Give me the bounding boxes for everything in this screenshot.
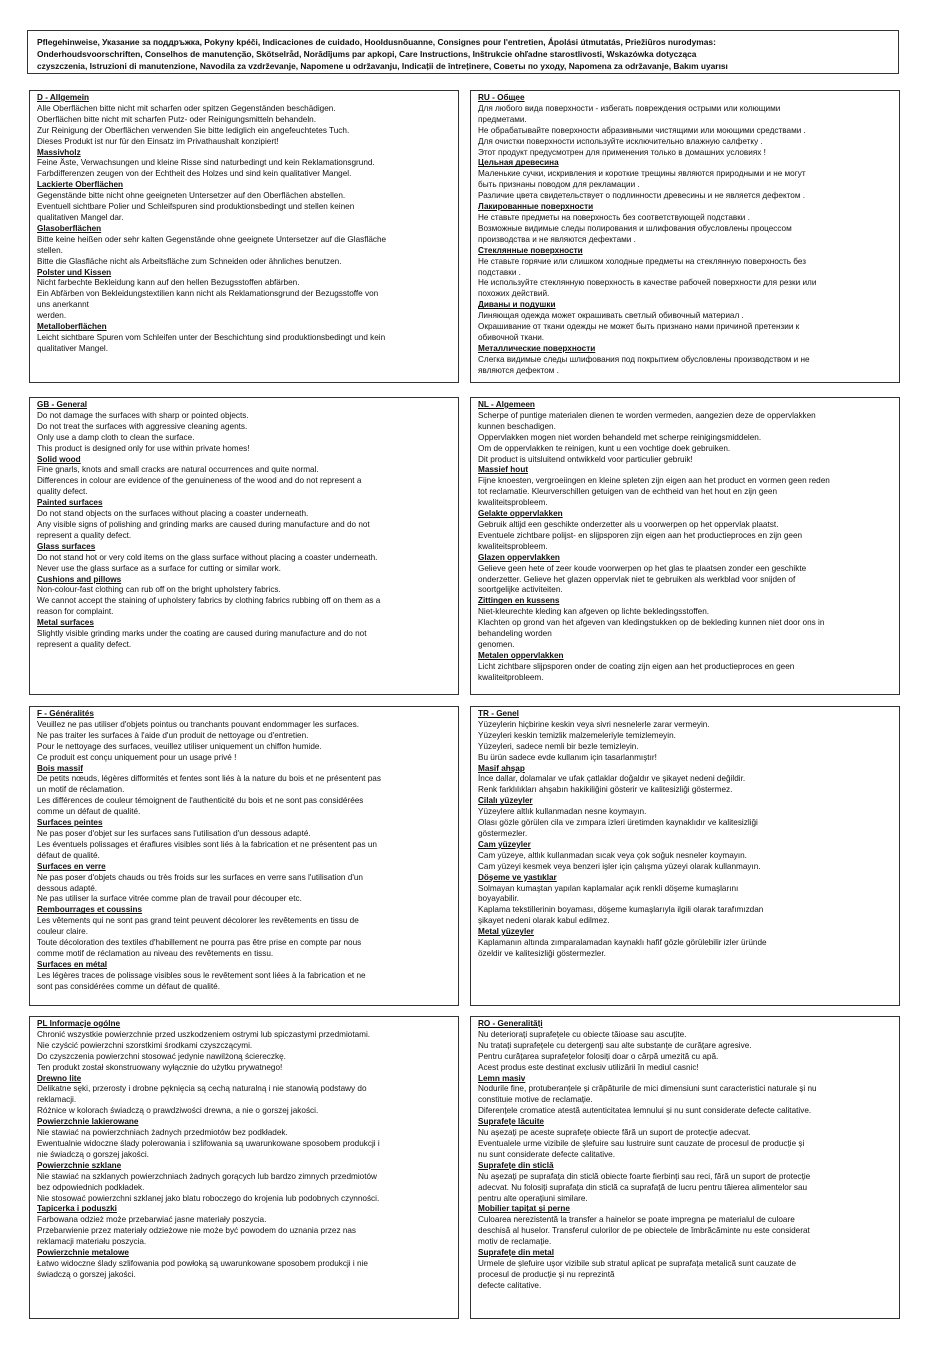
body-line: özeldir ve kalitesizliği göstermezler.: [478, 948, 606, 958]
body-line: Różnice w kolorach świadczą o prawdziwości drewna, a nie o gorszej jakości.: [37, 1106, 319, 1116]
title-line: Pflegehinweise, Указание за поддръжка, Pokyny kpéči, Indicaciones de cuidado, Hooldusnõuanne, Consignes pour l'entretien, Ápolási útmutatás, Priežiūros nurodymas:: [37, 37, 716, 47]
body-line: Never use the glass surface as a surface for cutting or similar work.: [37, 563, 281, 573]
body-line: Nu așezați pe aceste suprafețe obiecte fără un suport de protecție adecvat.: [478, 1128, 751, 1138]
subsection-heading: Solid wood: [37, 454, 81, 464]
body-line: Не ставьте предметы на поверхность без соответствующей подставки .: [478, 212, 750, 222]
body-line: reklamacji materiału poszycia.: [37, 1237, 147, 1247]
body-line: constituie motive de reclamație.: [478, 1095, 593, 1105]
body-line: Gegenstände bitte nicht ohne geeigneten Untersetzer auf den Oberflächen abstellen.: [37, 191, 346, 201]
body-line: Przebarwienie przez materiały odzieżowe nie może być powodem do uznania przez nas: [37, 1226, 357, 1236]
subsection-heading: Metal surfaces: [37, 618, 94, 628]
body-line: sont pas considérées comme un défaut de qualité.: [37, 981, 220, 991]
body-line: Farbowana odzież może przebarwiać jasne materiały poszycia.: [37, 1215, 267, 1225]
body-line: Для очистки поверхности используйте исключительно влажную салфетку .: [478, 136, 763, 146]
section-title: PL Informacje ogólne: [37, 1019, 121, 1028]
body-line: Fine gnarls, knots and small cracks are natural occurrences and quite normal.: [37, 465, 319, 475]
body-line: Any visible signs of polishing and grinding marks are caused during manufacture and do not: [37, 519, 370, 529]
body-line: comme motif de réclamation au niveau des revêtements en tissu.: [37, 948, 274, 958]
subsection-heading: Powierzchnie lakierowane: [37, 1117, 139, 1127]
body-line: uns anerkannt: [37, 300, 89, 310]
body-line: pentru alte operațiuni similare.: [478, 1193, 588, 1203]
section-gb: [29, 397, 459, 695]
body-line: Bitte keine heißen oder sehr kalten Gegenstände ohne geeignete Untersetzer auf die Glasfläche: [37, 234, 387, 244]
body-line: Les vêtements qui ne sont pas grand teint peuvent décolorer les revêtements en tissu de: [37, 916, 359, 926]
body-line: kwaliteitsprobleem.: [478, 498, 548, 508]
body-line: Ne pas utiliser la surface vitrée comme plan de travail pour découper etc.: [37, 894, 302, 904]
body-line: Toute décoloration des textiles d'habillement ne pourra pas être prise en compte par nous: [37, 938, 362, 948]
body-line: Only use a damp cloth to clean the surface.: [37, 432, 195, 442]
subsection-heading: Rembourrages et coussins: [37, 905, 143, 915]
body-line: İnce dallar, dolamalar ve ufak çatlaklar doğaldır ve şikayet nedeni değildir.: [478, 774, 746, 784]
body-line: Differences in colour are evidence of the genuineness of the wood and do not represent a: [37, 476, 362, 486]
subsection-heading: Powierzchnie metalowe: [37, 1248, 129, 1258]
subsection-heading: Surfaces en verre: [37, 861, 106, 871]
section-title: GB - General: [37, 400, 88, 409]
body-line: Ce produit est conçu uniquement pour un usage privé !: [37, 752, 237, 762]
body-line: Alle Oberflächen bitte nicht mit scharfen oder spitzen Gegenständen beschädigen.: [37, 103, 336, 113]
subsection-heading: Metalen oppervlakken: [478, 650, 564, 660]
subsection-heading: Suprafețe din sticlă: [478, 1160, 554, 1170]
section-nl: [470, 397, 900, 695]
body-line: comme un défaut de qualité.: [37, 807, 141, 817]
body-line: Slightly visible grinding marks under the coating are caused during manufacture and do not: [37, 629, 367, 639]
body-line: Scherpe of puntige materialen dienen te worden vermeden, aangezien deze de oppervlakken: [478, 410, 816, 420]
section-title: TR - Genel: [478, 709, 519, 718]
body-line: Nie czyścić powierzchni szorstkimi środkami czyszczącymi.: [37, 1040, 253, 1050]
subsection-heading: Glazen oppervlakken: [478, 552, 560, 562]
subsection-heading: Metalloberflächen: [37, 322, 107, 332]
body-line: Niet-kleurechte kleding kan afgeven op lichte bekledingsstoffen.: [478, 607, 710, 617]
body-line: Veuillez ne pas utiliser d'objets pointus ou tranchants pouvant endommager les surfaces.: [37, 719, 359, 729]
body-line: Gelieve geen hete of zeer koude voorwerpen op het glas te plaatsen zonder een geschikte: [478, 563, 807, 573]
body-line: procesul de producție și nu reprezintă: [478, 1269, 615, 1279]
body-line: Yüzeyleri keskin temizlik malzemeleriyle temizlemeyin.: [478, 730, 676, 740]
body-line: Renk farklılıkları ahşabın hakikiliğini gösterir ve kalitesizliği göstermez.: [478, 785, 733, 795]
body-line: tot reclamatie. Kleurverschillen getuigen van de echtheid van het hout en zijn geen: [478, 487, 778, 497]
body-line: Eventualele urme vizibile de șlefuire sau lustruire sunt cauzate de procesul de producție și: [478, 1138, 805, 1148]
section-pl: [29, 1016, 459, 1319]
body-line: быть признаны поводом для рекламации .: [478, 180, 640, 190]
body-line: onderzetter. Gelieve het glazen oppervlak niet te gebruiken als werkblad voor snijden of: [478, 574, 796, 584]
body-line: Ein Abfärben von Bekleidungstextilien kann nicht als Reklamationsgrund der Bezugsstoffe von: [37, 289, 379, 299]
body-line: Urmele de șlefuire ușor vizibile sub stratul aplicat pe suprafața metalică sunt cauzate de: [478, 1258, 797, 1268]
subsection-heading: Massivholz: [37, 147, 81, 157]
body-line: Cam yüzeyi kesmek veya benzeri işler için çalışma yüzeyi olarak kullanmayın.: [478, 861, 761, 871]
subsection-heading: Диваны и подушки: [478, 300, 556, 310]
body-line: Различие цветa свидетельствует о подлинности древесины и не является дефектом .: [478, 191, 806, 201]
subsection-heading: Glass surfaces: [37, 541, 96, 551]
body-line: Возможные видимые следы полирования и шлифования обусловлены процессом: [478, 223, 792, 233]
body-line: Bu ürün sadece evde kullanım için tasarlanmıştır!: [478, 752, 657, 762]
body-line: Dieses Produkt ist nur für den Einsatz im Privathaushalt konzipiert!: [37, 136, 279, 146]
body-line: qualitativen Mangel dar.: [37, 212, 124, 222]
body-line: Non-colour-fast clothing can rub off on the bright upholstery fabrics.: [37, 585, 281, 595]
body-line: Łatwo widoczne ślady szlifowania pod powłoką są uwarunkowane sposobem produkcji i nie: [37, 1258, 368, 1268]
body-line: Eventuell sichtbare Polier und Schleifspuren sind produktionsbedingt und stellen keinen: [37, 202, 355, 212]
body-line: reason for complaint.: [37, 607, 114, 617]
body-line: Feine Äste, Verwachsungen und kleine Risse sind naturbedingt und kein Reklamationsgrund.: [37, 158, 375, 168]
body-line: предметами.: [478, 114, 527, 124]
section-ru: [470, 90, 900, 383]
body-line: Zur Reinigung der Oberflächen verwenden Sie bitte lediglich ein angefeuchtetes Tuch.: [37, 125, 350, 135]
subsection-heading: Цельная древесина: [478, 158, 559, 168]
body-line: defecte calitative.: [478, 1280, 542, 1290]
body-line: Chronić wszystkie powierzchnie przed uszkodzeniem ostrymi lub spiczastymi przedmiotami.: [37, 1029, 371, 1039]
section-title: RO - Generalități: [478, 1019, 543, 1028]
section-fr: [29, 706, 459, 1006]
multilingual-title: [27, 30, 899, 74]
section-de: [29, 90, 459, 383]
body-line: This product is designed only for use within private homes!: [37, 443, 250, 453]
body-line: Leicht sichtbare Spuren vom Schleifen unter der Beschichtung sind produktionsbedingt und kein: [37, 332, 386, 342]
body-line: represent a quality defect.: [37, 530, 132, 540]
subsection-heading: Painted surfaces: [37, 498, 103, 508]
body-line: Acest produs este destinat exclusiv utilizării în mediul casnic!: [478, 1062, 699, 1072]
body-line: adecvat. Nu folosiți suprafața din sticlă ca suprafață de lucru pentru tăierea alimentelor sau: [478, 1182, 808, 1192]
body-line: Nu deteriorați suprafețele cu obiecte tăioase sau ascuțite.: [478, 1029, 687, 1039]
body-line: Nicht farbechte Bekleidung kann auf den hellen Bezugsstoffen abfärben.: [37, 278, 300, 288]
subsection-heading: Döşeme ve yastıklar: [478, 872, 557, 882]
body-line: dessous adapté.: [37, 883, 98, 893]
title-line: Onderhoudsvoorschriften, Conselhos de manutenção, Skötselråd, Norādījums par apkopi, Care Instructions, Inštrukcie ohľadne starostlivosti, Wskazówka dotycząca: [37, 49, 697, 60]
section-title: RU - Общее: [478, 93, 525, 102]
subsection-heading: Металлические поверхности: [478, 343, 596, 353]
section-ro: [470, 1016, 900, 1319]
subsection-heading: Glasoberflächen: [37, 223, 102, 233]
subsection-heading: Zittingen en kussens: [478, 596, 560, 606]
subsection-heading: Mobilier tapițat și perne: [478, 1204, 570, 1214]
body-line: Oberflächen bitte nicht mit scharfen Putz- oder Reinigungsmitteln behandeln.: [37, 114, 316, 124]
body-line: Ne pas poser d'objet sur les surfaces sans l'utilisation d'un dessous adapté.: [37, 828, 311, 838]
subsection-heading: Cam yüzeyler: [478, 839, 531, 849]
body-line: Ewentualnie widoczne ślady polerowania i szlifowania są uwarunkowane sposobem produkcji i: [37, 1138, 380, 1148]
body-line: couleur claire.: [37, 927, 88, 937]
body-line: Pour le nettoyage des surfaces, veuillez utiliser uniquement un chiffon humide.: [37, 741, 322, 751]
subsection-heading: Cilalı yüzeyler: [478, 796, 533, 806]
body-line: Olası gözle görülen cila ve zımpara izleri üretimden kaynaklıdır ve kalitesizliği: [478, 818, 758, 828]
subsection-heading: Lackierte Oberflächen: [37, 180, 124, 190]
body-line: Не используйте стеклянную поверхность в качестве рабочей поверхности для резки или: [478, 278, 817, 288]
subsection-heading: Drewno lite: [37, 1073, 82, 1083]
body-line: обивочной ткани.: [478, 332, 545, 342]
body-line: Klachten op grond van het afgeven van kledingstukken op de bekleding kunnen niet door ons in: [478, 618, 825, 628]
body-line: şikayet nedeni olarak kabul edilmez.: [478, 916, 610, 926]
body-line: De petits nœuds, légères difformités et fentes sont liés à la nature du bois et ne présentent pas: [37, 774, 381, 784]
body-line: Farbdifferenzen zeugen von der Echtheit des Holzes und sind kein qualitativer Mangel.: [37, 169, 352, 179]
body-line: Этот продукт предусмотрен для применения только в домашних условиях !: [478, 147, 766, 157]
body-line: Nie stawiać na szklanych powierzchniach żadnych gorących lub bardzo zimnych przedmiotów: [37, 1171, 377, 1181]
body-line: soortgelijke activiteiten.: [478, 585, 563, 595]
body-line: Diferențele cromatice atestă autenticitatea lemnului și nu sunt considerate defecte calitative.: [478, 1106, 812, 1116]
body-line: Yüzeyleri, sadece nemli bir bezle temizleyin.: [478, 741, 639, 751]
body-line: Oppervlakken mogen niet worden behandeld met scherpe reinigingsmiddelen.: [478, 432, 762, 442]
body-line: Nu așezați pe suprafața din sticlă obiecte foarte fierbinți sau reci, fără un suport de protecție: [478, 1171, 811, 1181]
body-line: Cam yüzeye, altlık kullanmadan sıcak veya çok soğuk nesneler koymayın.: [478, 850, 747, 860]
body-line: являются дефектом .: [478, 365, 559, 375]
body-line: stellen.: [37, 245, 63, 255]
body-line: Do not treat the surfaces with aggressive cleaning agents.: [37, 421, 248, 431]
body-line: reklamacji.: [37, 1095, 77, 1105]
subsection-heading: Стеклянные поверхности: [478, 245, 583, 255]
body-line: Dit product is uitsluitend ontwikkeld voor particulier gebruik!: [478, 454, 693, 464]
body-line: un motif de réclamation.: [37, 785, 125, 795]
body-line: Ne pas traiter les surfaces à l'aide d'un produit de nettoyage ou d'entretien.: [37, 730, 309, 740]
body-line: Pentru curățarea suprafețelor folosiți doar o cârpă umezită cu apă.: [478, 1051, 719, 1061]
body-line: Do not stand objects on the surfaces without placing a coaster underneath.: [37, 509, 309, 519]
body-line: quality defect.: [37, 487, 88, 497]
body-line: Nie stosować powierzchni szklanej jako blatu roboczego do krojenia lub podobnych czynności.: [37, 1193, 380, 1203]
title-line: czyszczenia, Istruzioni di manutenzione, Navodila za vzdrževanje, Napomene u održavanju, Indicații de întreținere, Советы по уходу, Napomena za održavanje, Bakım uyarısı: [37, 61, 728, 72]
subsection-heading: Gelakte oppervlakken: [478, 509, 563, 519]
body-line: Kaplamanın altında zımparalamadan kaynaklı hafif gözle görülebilir izler üründe: [478, 938, 767, 948]
body-line: kwaliteitprobleem.: [478, 672, 544, 682]
body-line: nu sunt considerate defecte calitative.: [478, 1149, 615, 1159]
body-line: Yüzeylere altlık kullanmadan nesne koymayın.: [478, 807, 647, 817]
body-line: Слегка видимые следы шлифования под покрытием обусловлены производством и не: [478, 354, 810, 364]
subsection-heading: Suprafețe lăcuite: [478, 1117, 544, 1127]
body-line: Не ставьте горячие или слишком холодные предметы на стеклянную поверхность без: [478, 256, 806, 266]
body-line: Les éventuels polissages et éraflures visibles sont liés à la fabrication et ne présentent pas un: [37, 839, 377, 849]
body-line: motiv de reclamație.: [478, 1237, 552, 1247]
body-line: Маленькие сучки, искривления и короткие трещины являются природными и не могут: [478, 169, 806, 179]
body-line: boyayabilir.: [478, 894, 519, 904]
subsection-heading: Metal yüzeyler: [478, 927, 534, 937]
subsection-heading: Powierzchnie szklane: [37, 1160, 122, 1170]
body-line: Nu tratați suprafețele cu detergenți sau alte substanțe de curățare agresive.: [478, 1040, 752, 1050]
body-line: genomen.: [478, 639, 515, 649]
body-line: Solmayan kumaştan yapılan kaplamalar açık renkli döşeme kumaşlarını: [478, 883, 739, 893]
subsection-heading: Surfaces en métal: [37, 959, 108, 969]
subsection-heading: Massief hout: [478, 465, 529, 475]
body-line: Kaplama tekstillerinin boyaması, döşeme kumaşlarıyla ilgili olarak tarafımızdan: [478, 905, 764, 915]
subsection-heading: Tapicerka i poduszki: [37, 1204, 117, 1214]
subsection-heading: Suprafețe din metal: [478, 1248, 554, 1258]
body-line: deschisă al huselor. Transferul culorilor de pe obiectele de îmbrăcăminte nu este considerat: [478, 1226, 810, 1236]
body-line: represent a quality defect.: [37, 639, 132, 649]
body-line: werden.: [37, 311, 67, 321]
subsection-heading: Bois massif: [37, 763, 83, 773]
body-line: nie świadczą o gorszej jakości.: [37, 1149, 149, 1159]
body-line: Licht zichtbare slijpsporen onder de coating zijn eigen aan het productieproces en geen: [478, 661, 795, 671]
body-line: Для любого вида поверхности - избегать повреждения острыми или колющими: [478, 103, 781, 113]
body-line: Les légères traces de polissage visibles sous le revêtement sont liées à la fabrication et ne: [37, 970, 366, 980]
body-line: подставки .: [478, 267, 521, 277]
body-line: Gebruik altijd een geschikte onderzetter als u voorwerpen op het oppervlak plaatst.: [478, 519, 779, 529]
body-line: производства и не являются дефектами .: [478, 234, 636, 244]
body-line: похожих действий.: [478, 289, 550, 299]
body-line: Ten produkt został skonstruowany wyłącznie do użytku prywatnego!: [37, 1062, 283, 1072]
subsection-heading: Polster und Kissen: [37, 267, 112, 277]
body-line: Do czyszczenia powierzchni stosować jedynie nawilżoną ściereczkę.: [37, 1051, 286, 1061]
body-line: Не обрабатывайте поверхности абразивными чистящими или моющими средствами .: [478, 125, 806, 135]
section-title: D - Allgemein: [37, 93, 90, 102]
body-line: Delikatne sęki, przerosty i drobne pęknięcia są cechą naturalną i nie stanowią podstawy do: [37, 1084, 367, 1094]
body-line: We cannot accept the staining of upholstery fabrics by clothing fabrics rubbing off on them as a: [37, 596, 381, 606]
subsection-heading: Surfaces peintes: [37, 818, 103, 828]
section-title: NL - Algemeen: [478, 400, 535, 409]
body-line: Fijne knoesten, vergroeiingen en kleine spleten zijn eigen aan het product en vormen geen reden: [478, 476, 830, 486]
body-line: Nie stawiać na powierzchniach żadnych przedmiotów bez podkładek.: [37, 1128, 288, 1138]
body-line: qualitativer Mangel.: [37, 343, 108, 353]
body-line: świadczą o gorszej jakości.: [37, 1269, 136, 1279]
body-line: Линяющая одежда может окрашивать светлый обивочный материал .: [478, 311, 744, 321]
body-line: défaut de qualité.: [37, 850, 100, 860]
subsection-heading: Cushions and pillows: [37, 574, 122, 584]
body-line: bez odpowiednich podkładek.: [37, 1182, 145, 1192]
body-line: kunnen beschadigen.: [478, 421, 556, 431]
body-line: göstermezler.: [478, 828, 528, 838]
body-line: Окрашивание от ткани одежды не может быть признано нами причиной претензии к: [478, 322, 800, 332]
body-line: Nodurile fine, protuberanțele și crăpăturile de mici dimensiuni sunt caracteristici naturale și nu: [478, 1084, 817, 1094]
subsection-heading: Lemn masiv: [478, 1073, 526, 1083]
body-line: behandeling worden: [478, 629, 552, 639]
section-tr: [470, 706, 900, 1006]
body-line: Bitte die Glasfläche nicht als Arbeitsfläche zum Schneiden oder ähnliches benutzen.: [37, 256, 342, 266]
subsection-heading: Masif ahşap: [478, 763, 525, 773]
body-line: Do not damage the surfaces with sharp or pointed objects.: [37, 410, 249, 420]
body-line: Yüzeylerin hiçbirine keskin veya sivri nesnelerle zarar vermeyin.: [478, 719, 710, 729]
subsection-heading: Лакированные поверхности: [478, 202, 594, 212]
body-line: Ne pas poser d'objets chauds ou très froids sur les surfaces en verre sans l'utilisation d'un: [37, 872, 363, 882]
body-line: Om de oppervlakken te reinigen, kunt u een vochtige doek gebruiken.: [478, 443, 731, 453]
body-line: Culoarea nerezistentă la transfer a hainelor se poate impregna pe materialul de culoare: [478, 1215, 795, 1225]
section-title: F - Généralités: [37, 709, 94, 718]
body-line: kwaliteitsprobleem.: [478, 541, 548, 551]
body-line: Eventuele zichtbare polijst- en slijpsporen zijn eigen aan het productieproces en zijn geen: [478, 530, 803, 540]
body-line: Do not stand hot or very cold items on the glass surface without placing a coaster underneath.: [37, 552, 378, 562]
body-line: Les différences de couleur témoignent de l'authenticité du bois et ne sont pas considérées: [37, 796, 364, 806]
